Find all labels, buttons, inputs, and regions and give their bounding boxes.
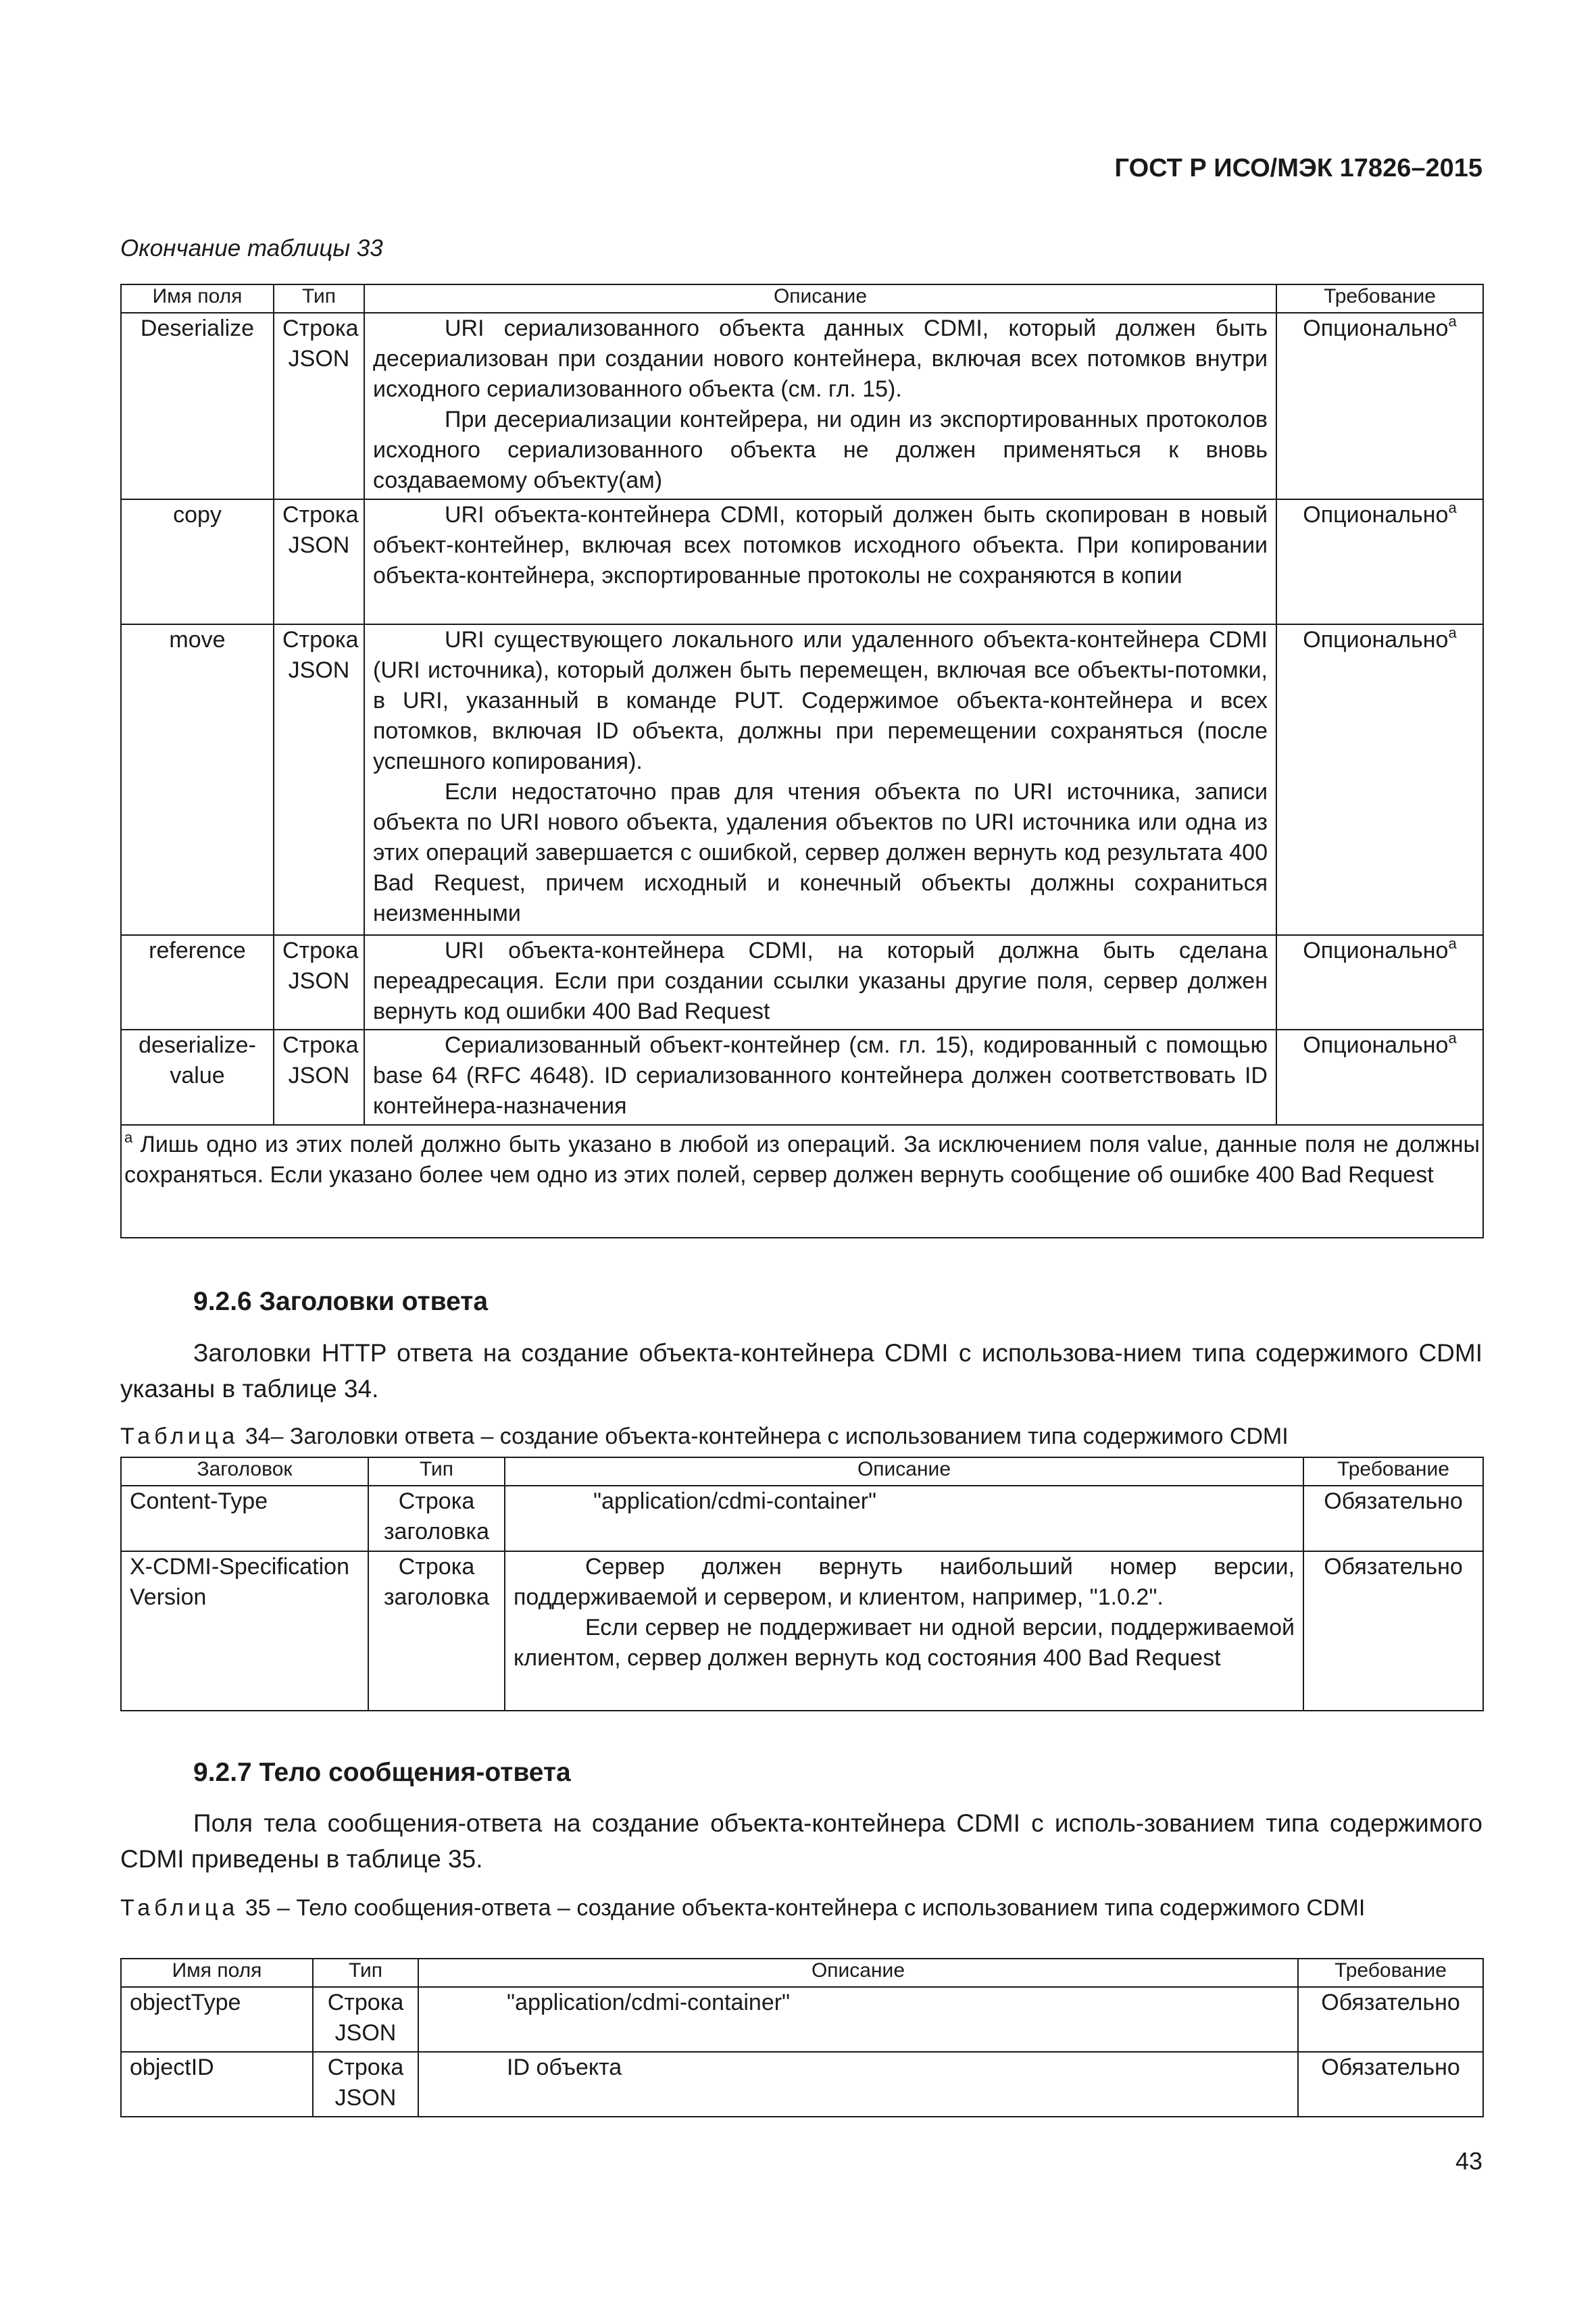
column-header: Заголовок: [121, 1457, 368, 1486]
field-type: Строка JSON: [313, 1987, 418, 2052]
description-paragraph: Сервер должен вернуть наибольший номер версии, поддерживаемой и сервером, и клиентом, например, "1.0.2".: [514, 1554, 1295, 1610]
requirement-text: Опционально: [1303, 938, 1449, 963]
footnote-mark: a: [1448, 499, 1457, 516]
column-header: Требование: [1303, 1457, 1483, 1486]
column-header: Описание: [505, 1457, 1303, 1486]
table-35-caption: [120, 1893, 1482, 1923]
page-number: 43: [1455, 2147, 1482, 2175]
table-34: [120, 1457, 1484, 1711]
table-header-row: [121, 1457, 1483, 1486]
table-label: Таблица: [120, 1424, 239, 1449]
footnote-mark: a: [1448, 1029, 1457, 1047]
field-type: Строка JSON: [274, 935, 364, 1030]
section-9-2-7-heading: 9.2.7 Тело сообщения-ответа: [193, 1758, 571, 1787]
field-requirement: [1276, 624, 1483, 935]
requirement-text: Опционально: [1303, 316, 1449, 341]
field-name: reference: [121, 935, 274, 1030]
field-requirement: Обязательно: [1298, 1987, 1483, 2052]
requirement-text: Опционально: [1303, 502, 1449, 528]
field-description: [418, 2052, 1298, 2117]
column-header: Тип: [313, 1959, 418, 1987]
table-row: [121, 313, 1483, 499]
field-name: copy: [121, 499, 274, 624]
footnote-text: Лишь одно из этих полей должно быть указано в любой из операций. За исключением поля value, данные поля не должны сохраняться. Если указано более чем одно из этих полей, сервер должен вернуть сообщение об ошибке 400 Bad Request: [124, 1132, 1480, 1188]
field-name: objectType: [121, 1987, 313, 2052]
description-paragraph: Если сервер не поддерживает ни одной версии, поддерживаемой клиентом, сервер должен вернуть код состояния 400 Bad Request: [514, 1615, 1295, 1671]
field-description: [364, 499, 1276, 624]
table-header-row: [121, 284, 1483, 313]
table-row: [121, 1987, 1483, 2052]
table-33: [120, 284, 1484, 1238]
field-description: [364, 313, 1276, 499]
table-footnote: [121, 1125, 1483, 1238]
field-name: objectID: [121, 2052, 313, 2117]
table-33-continuation-caption: Окончание таблицы 33: [120, 235, 383, 261]
section-9-2-6-heading: 9.2.6 Заголовки ответа: [193, 1287, 489, 1316]
table-row: [121, 1486, 1483, 1551]
header-name: X-CDMI-SpecificationVersion: [121, 1551, 368, 1711]
table-title: 34– Заголовки ответа – создание объекта-контейнера с использованием типа содержимого CDMI: [239, 1424, 1289, 1449]
field-name: deserialize-value: [121, 1030, 274, 1125]
footnote-mark: a: [1448, 312, 1457, 330]
requirement-text: Опционально: [1303, 1032, 1449, 1058]
description-paragraph: Если недостаточно прав для чтения объекта по URI источника, записи объекта по URI нового объекта, удаления объектов по URI источника или одна из этих операций завершается с ошибкой, сервер должен вернуть код результата 400 Bad Request, причем исходный и конечный объекты должны сохраниться неизменными: [373, 779, 1268, 926]
table-footnote-row: [121, 1125, 1483, 1238]
table-row: [121, 624, 1483, 935]
header-description: [505, 1486, 1303, 1551]
header-requirement: Обязательно: [1303, 1486, 1483, 1551]
field-requirement: [1276, 1030, 1483, 1125]
table-label: Таблица: [120, 1895, 239, 1921]
table-row: [121, 1551, 1483, 1711]
field-requirement: [1276, 935, 1483, 1030]
field-requirement: [1276, 313, 1483, 499]
standard-header: ГОСТ Р ИСО/МЭК 17826–2015: [1114, 154, 1482, 182]
header-description: [505, 1551, 1303, 1711]
description-paragraph: При десериализации контейрера, ни один из экспортированных протоколов исходного сериализованного объекта не должен применяться к вновь создаваемому объекту(ам): [373, 407, 1268, 493]
table-row: [121, 935, 1483, 1030]
field-description: [364, 624, 1276, 935]
field-description: [364, 935, 1276, 1030]
column-header: Тип: [274, 284, 364, 313]
column-header: Требование: [1276, 284, 1483, 313]
header-requirement: Обязательно: [1303, 1551, 1483, 1711]
column-header: Тип: [368, 1457, 505, 1486]
table-35: [120, 1958, 1484, 2117]
requirement-text: Опционально: [1303, 627, 1449, 653]
header-type: Строка заголовка: [368, 1551, 505, 1711]
field-type: Строка JSON: [274, 1030, 364, 1125]
description-paragraph: URI сериализованного объекта данных CDMI, который должен быть десериализован при создании нового контейнера, включая всех потомков внутри исходного сериализованного объекта (см. гл. 15).: [373, 316, 1268, 402]
field-description: [418, 1987, 1298, 2052]
column-header: Требование: [1298, 1959, 1483, 1987]
footnote-mark: a: [124, 1128, 133, 1146]
table-row: [121, 1030, 1483, 1125]
description-paragraph: "application/cdmi-container": [507, 1990, 791, 2015]
section-9-2-6-body: Заголовки HTTP ответа на создание объекта-контейнера CDMI с использова-нием типа содержимого CDMI указаны в таблице 34.: [120, 1339, 1482, 1403]
description-paragraph: "application/cdmi-container": [593, 1488, 877, 1514]
table-row: [121, 2052, 1483, 2117]
field-requirement: Обязательно: [1298, 2052, 1483, 2117]
footnote-mark: a: [1448, 934, 1457, 952]
table-row: [121, 499, 1483, 624]
description-paragraph: Сериализованный объект-контейнер (см. гл. 15), кодированный с помощью base 64 (RFC 4648). ID сериализованного контейнера должен соответствовать ID контейнера-назначения: [373, 1032, 1268, 1119]
field-type: Строка JSON: [274, 624, 364, 935]
section-9-2-7-body: Поля тела сообщения-ответа на создание объекта-контейнера CDMI с исполь-зованием типа содержимого CDMI приведены в таблице 35.: [120, 1809, 1482, 1873]
column-header: Описание: [418, 1959, 1298, 1987]
field-name: Deserialize: [121, 313, 274, 499]
field-requirement: [1276, 499, 1483, 624]
column-header: Имя поля: [121, 284, 274, 313]
table-34-caption: [120, 1422, 1482, 1452]
field-name: move: [121, 624, 274, 935]
field-type: Строка JSON: [274, 499, 364, 624]
field-description: [364, 1030, 1276, 1125]
column-header: Имя поля: [121, 1959, 313, 1987]
table-header-row: [121, 1959, 1483, 1987]
header-type: Строка заголовка: [368, 1486, 505, 1551]
field-type: Строка JSON: [313, 2052, 418, 2117]
description-paragraph: URI существующего локального или удаленного объекта-контейнера CDMI (URI источника), который должен быть перемещен, включая все объекты-потомки, в URI, указанный в команде PUT. Содержимое объекта-контейнера и всех потомков, включая ID объекта, должны при перемещении сохраняться (после успешного копирования).: [373, 627, 1268, 774]
header-name: Content-Type: [121, 1486, 368, 1551]
footnote-mark: a: [1448, 624, 1457, 641]
table-title: 35 – Тело сообщения-ответа – создание объекта-контейнера с использованием типа содержимого CDMI: [239, 1895, 1366, 1921]
column-header: Описание: [364, 284, 1276, 313]
description-paragraph: URI объекта-контейнера CDMI, который должен быть скопирован в новый объект-контейнер, включая всех потомков исходного объекта. При копировании объекта-контейнера, экспортированные протоколы не сохраняются в копии: [373, 502, 1268, 588]
description-paragraph: URI объекта-контейнера CDMI, на который должна быть сделана переадресация. Если при создании ссылки указаны другие поля, сервер должен вернуть код ошибки 400 Bad Request: [373, 938, 1268, 1024]
field-type: Строка JSON: [274, 313, 364, 499]
description-paragraph: ID объекта: [507, 2055, 622, 2080]
